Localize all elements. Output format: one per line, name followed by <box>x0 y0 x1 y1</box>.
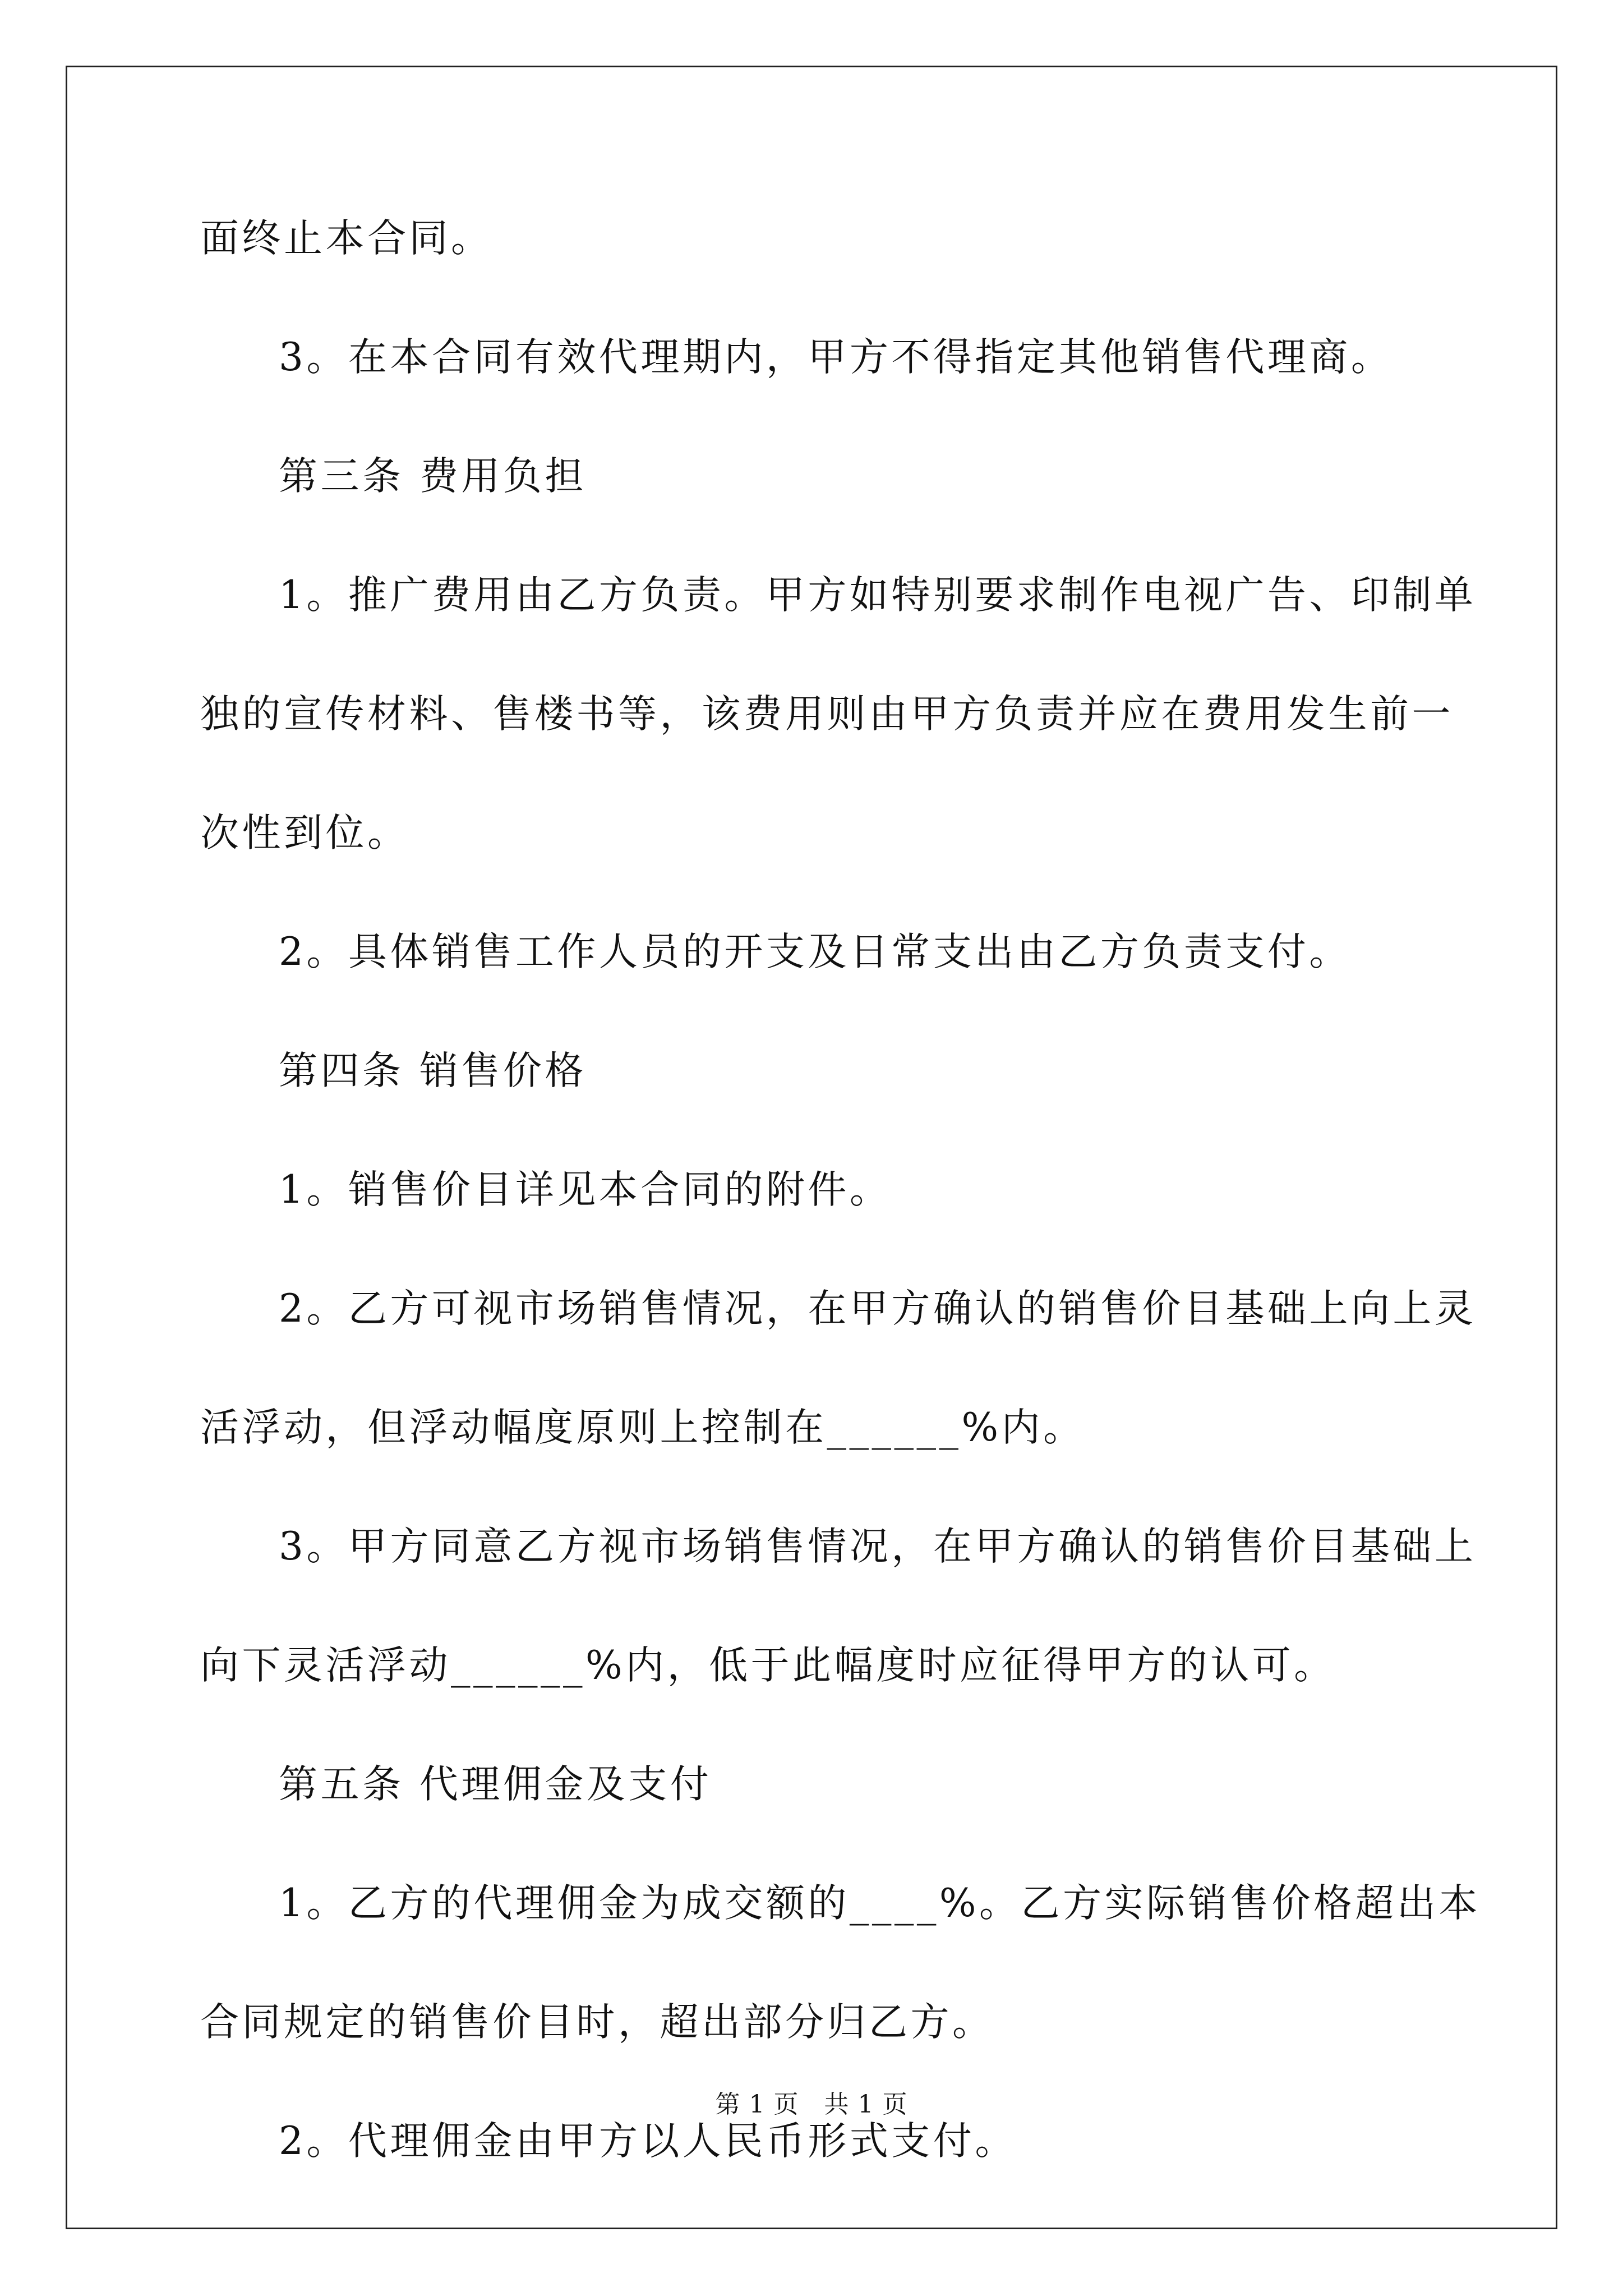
paragraph-line: 3。在本合同有效代理期内，甲方不得指定其他销售代理商。 <box>279 335 1393 380</box>
paragraph-line: 1。乙方的代理佣金为成交额的____%。乙方实际销售价格超出本 <box>279 1881 1481 1926</box>
paragraph-line: 向下灵活浮动______%内，低于此幅度时应征得甲方的认可。 <box>200 1643 1336 1688</box>
paragraph-line: 2。具体销售工作人员的开支及日常支出由乙方负责支付。 <box>279 930 1351 974</box>
paragraph-line: 独的宣传材料、售楼书等，该费用则由甲方负责并应在费用发生前一 <box>200 692 1454 737</box>
paragraph-line: 活浮动，但浮动幅度原则上控制在______%内。 <box>200 1405 1085 1450</box>
section-heading: 第五条 代理佣金及支付 <box>279 1762 712 1807</box>
section-heading: 第三条 费用负担 <box>279 454 587 499</box>
paragraph-line: 合同规定的销售价目时，超出部分归乙方。 <box>200 2000 994 2045</box>
paragraph-line: 2。乙方可视市场销售情况，在甲方确认的销售价目基础上向上灵 <box>279 1286 1477 1331</box>
paragraph-line: 2。代理佣金由甲方以人民币形式支付。 <box>279 2119 1017 2164</box>
paragraph-line: 1。推广费用由乙方负责。甲方如特别要求制作电视广告、印制单 <box>279 573 1477 618</box>
page-footer: 第 1 页 共 1 页 <box>715 2090 908 2119</box>
paragraph-line: 3。甲方同意乙方视市场销售情况，在甲方确认的销售价目基础上 <box>279 1524 1477 1569</box>
section-heading: 第四条 销售价格 <box>279 1048 587 1093</box>
paragraph-line: 次性到位。 <box>200 811 409 855</box>
paragraph-line: 1。销售价目详见本合同的附件。 <box>279 1167 892 1212</box>
paragraph-line: 面终止本合同。 <box>200 216 493 261</box>
